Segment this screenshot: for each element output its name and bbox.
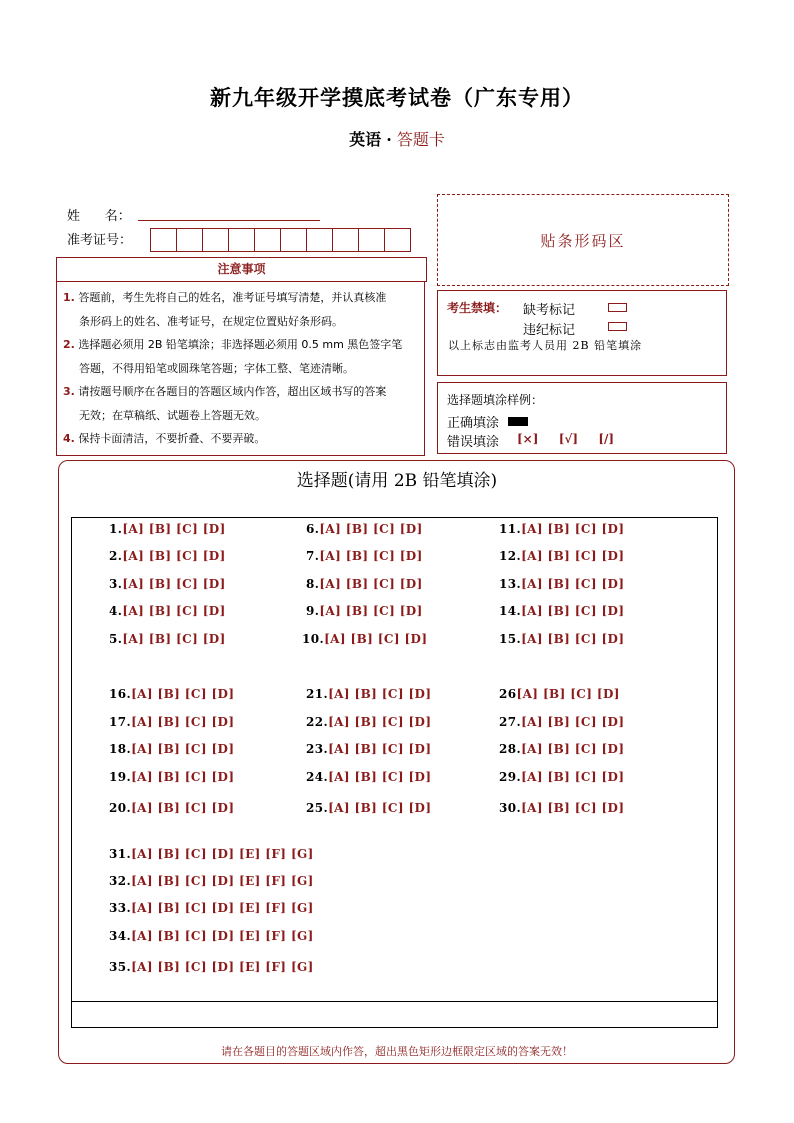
question-item[interactable] xyxy=(306,577,423,591)
wrong-fill-label: 错误填涂 xyxy=(447,435,500,450)
exam-id-digit-box[interactable] xyxy=(332,228,359,252)
exam-id-digit-box[interactable] xyxy=(358,228,385,252)
question-number: 2. xyxy=(109,549,123,563)
question-item[interactable] xyxy=(306,522,423,536)
question-item[interactable] xyxy=(109,742,234,756)
question-item[interactable] xyxy=(109,874,314,888)
exam-id-digit-box[interactable] xyxy=(150,228,177,252)
question-item[interactable] xyxy=(499,632,624,646)
answer-options[interactable]: [A] [B] [C] [D] xyxy=(319,522,423,536)
notice-item-cont: 无效；在草稿纸、试题卷上答题无效。 xyxy=(79,408,266,422)
question-number: 3. xyxy=(109,577,123,591)
answer-options[interactable]: [A] [B] [C] [D] xyxy=(328,770,432,784)
answer-options[interactable]: [A] [B] [C] [D] xyxy=(324,632,428,646)
answer-options[interactable]: [A] [B] [C] [D] xyxy=(521,715,625,729)
exam-id-digit-box[interactable] xyxy=(306,228,333,252)
question-item[interactable] xyxy=(109,522,226,536)
question-item[interactable] xyxy=(499,742,624,756)
question-item[interactable] xyxy=(109,577,226,591)
question-number: 31. xyxy=(109,847,132,861)
answer-options[interactable]: [A] [B] [C] [D] xyxy=(521,632,625,646)
question-item[interactable] xyxy=(109,632,226,646)
answer-options[interactable]: [A] [B] [C] [D] xyxy=(122,522,226,536)
fill-sample-panel xyxy=(437,382,727,454)
question-number: 8. xyxy=(306,577,320,591)
answer-options[interactable]: [A] [B] [C] [D] xyxy=(319,549,423,563)
question-item[interactable] xyxy=(499,687,620,701)
question-number: 19. xyxy=(109,770,132,784)
notice-item: 3. 请按题号顺序在各题目的答题区域内作答，超出区域书写的答案 xyxy=(63,385,387,398)
card-label: 答题卡 xyxy=(396,130,445,149)
missing-mark-box[interactable] xyxy=(608,303,627,312)
answer-options[interactable]: [A] [B] [C] [D] xyxy=(122,549,226,563)
exam-id-digit-box[interactable] xyxy=(176,228,203,252)
question-item[interactable] xyxy=(109,687,234,701)
question-number: 28. xyxy=(499,742,522,756)
question-item[interactable] xyxy=(109,929,314,943)
subject-label: 英语 xyxy=(349,130,382,149)
question-number: 21. xyxy=(306,687,329,701)
question-number: 17. xyxy=(109,715,132,729)
question-item[interactable] xyxy=(306,715,431,729)
question-item[interactable] xyxy=(109,715,234,729)
answer-area-divider xyxy=(71,1001,718,1002)
answer-options[interactable]: [A] [B] [C] [D] xyxy=(328,687,432,701)
answer-options[interactable]: [A] [B] [C] [D] xyxy=(328,801,432,815)
question-item[interactable] xyxy=(306,742,431,756)
question-item[interactable] xyxy=(499,770,624,784)
answer-options[interactable]: [A] [B] [C] [D] xyxy=(122,604,226,618)
correct-fill-sample xyxy=(508,417,528,426)
answer-options[interactable]: [A] [B] [C] [D] xyxy=(521,770,625,784)
answer-options[interactable]: [A] [B] [C] [D] [E] [F] [G] xyxy=(131,960,314,974)
question-number: 22. xyxy=(306,715,329,729)
exam-id-boxes[interactable] xyxy=(150,228,410,251)
violation-mark-label: 违纪标记 xyxy=(523,323,576,338)
question-item[interactable] xyxy=(499,715,624,729)
question-number: 23. xyxy=(306,742,329,756)
answer-options[interactable]: [A] [B] [C] [D] xyxy=(131,715,235,729)
answer-options[interactable]: [A] [B] [C] [D] xyxy=(521,549,625,563)
question-item[interactable] xyxy=(499,549,624,563)
forbidden-label: 考生禁填： xyxy=(447,301,508,315)
name-label: 姓 名： xyxy=(67,209,131,224)
question-number: 4. xyxy=(109,604,123,618)
answer-options[interactable]: [A] [B] [C] [D] [E] [F] [G] xyxy=(131,847,314,861)
question-item[interactable] xyxy=(306,549,423,563)
exam-id-digit-box[interactable] xyxy=(228,228,255,252)
question-number: 20. xyxy=(109,801,132,815)
exam-id-digit-box[interactable] xyxy=(254,228,281,252)
page-title: 新九年级开学摸底考试卷（广东专用） xyxy=(210,85,584,110)
notice-title: 注意事项 xyxy=(56,257,427,282)
question-number: 30. xyxy=(499,801,522,815)
question-item[interactable] xyxy=(499,604,624,618)
question-number: 14. xyxy=(499,604,522,618)
question-number: 29. xyxy=(499,770,522,784)
exam-id-digit-box[interactable] xyxy=(384,228,411,252)
question-number: 15. xyxy=(499,632,522,646)
question-item[interactable] xyxy=(109,960,314,974)
page-subtitle xyxy=(0,127,794,150)
answer-options[interactable]: [A] [B] [C] [D] xyxy=(131,770,235,784)
violation-mark-box[interactable] xyxy=(608,322,627,331)
forbidden-panel xyxy=(437,290,727,376)
question-item[interactable] xyxy=(302,632,427,646)
answer-options[interactable]: [A] [B] [C] [D] xyxy=(131,742,235,756)
name-field[interactable] xyxy=(138,220,320,221)
question-number: 1. xyxy=(109,522,123,536)
answer-options[interactable]: [A] [B] [C] [D] xyxy=(122,577,226,591)
answer-options[interactable]: [A] [B] [C] [D] xyxy=(122,632,226,646)
fill-sample-title: 选择题填涂样例： xyxy=(447,393,544,407)
question-number: 13. xyxy=(499,577,522,591)
question-item[interactable] xyxy=(109,770,234,784)
answer-options[interactable]: [A] [B] [C] [D] xyxy=(521,577,625,591)
question-number: 27. xyxy=(499,715,522,729)
answer-options[interactable]: [A] [B] [C] [D] [E] [F] [G] xyxy=(131,901,314,915)
question-number: 26 xyxy=(499,687,517,701)
question-item[interactable] xyxy=(306,801,431,815)
question-number: 18. xyxy=(109,742,132,756)
question-number: 11. xyxy=(499,522,522,536)
answer-options[interactable]: [A] [B] [C] [D] xyxy=(516,687,620,701)
question-number: 35. xyxy=(109,960,132,974)
question-number: 7. xyxy=(306,549,320,563)
notice-item-cont: 答题，不得用铅笔或圆珠笔答题；字体工整、笔迹清晰。 xyxy=(79,361,354,375)
question-number: 10. xyxy=(302,632,325,646)
question-number: 9. xyxy=(306,604,320,618)
question-number: 25. xyxy=(306,801,329,815)
question-number: 32. xyxy=(109,874,132,888)
question-item[interactable] xyxy=(306,604,423,618)
answer-options[interactable]: [A] [B] [C] [D] xyxy=(328,742,432,756)
notice-item: 2. 选择题必须用 2B 铅笔填涂；非选择题必须用 0.5 mm 黑色签字笔 xyxy=(63,338,403,351)
question-number: 6. xyxy=(306,522,320,536)
question-number: 24. xyxy=(306,770,329,784)
question-item[interactable] xyxy=(109,549,226,563)
answer-options[interactable]: [A] [B] [C] [D] xyxy=(521,742,625,756)
answer-options[interactable]: [A] [B] [C] [D] xyxy=(521,801,625,815)
answer-options[interactable]: [A] [B] [C] [D] xyxy=(319,604,423,618)
exam-id-digit-box[interactable] xyxy=(202,228,229,252)
answer-options[interactable]: [A] [B] [C] [D] xyxy=(521,604,625,618)
answer-options[interactable]: [A] [B] [C] [D] xyxy=(131,687,235,701)
notice-list xyxy=(56,281,425,456)
subtitle-separator: · xyxy=(386,130,392,149)
question-item[interactable] xyxy=(306,687,431,701)
answer-options[interactable]: [A] [B] [C] [D] [E] [F] [G] xyxy=(131,874,314,888)
answer-options[interactable]: [A] [B] [C] [D] xyxy=(131,801,235,815)
question-item[interactable] xyxy=(109,604,226,618)
forbidden-note: 以上标志由监考人员用 2B 铅笔填涂 xyxy=(448,339,643,352)
notice-item: 1. 答题前，考生先将自己的姓名，准考证号填写清楚，并认真核准 xyxy=(63,291,387,304)
question-item[interactable] xyxy=(109,901,314,915)
exam-id-label: 准考证号： xyxy=(67,233,133,248)
answer-options[interactable]: [A] [B] [C] [D] xyxy=(521,522,625,536)
correct-fill-label: 正确填涂 xyxy=(447,416,500,431)
barcode-area: 贴条形码区 xyxy=(437,194,729,286)
question-item[interactable] xyxy=(109,847,314,861)
wrong-fill-samples: [×] [√] [/] xyxy=(517,432,615,446)
question-number: 34. xyxy=(109,929,132,943)
answer-options[interactable]: [A] [B] [C] [D] [E] [F] [G] xyxy=(131,929,314,943)
missing-mark-label: 缺考标记 xyxy=(523,303,576,318)
question-item[interactable] xyxy=(499,577,624,591)
question-number: 16. xyxy=(109,687,132,701)
question-item[interactable] xyxy=(499,801,624,815)
exam-id-digit-box[interactable] xyxy=(280,228,307,252)
notice-item-cont: 条形码上的姓名、准考证号，在规定位置贴好条形码。 xyxy=(79,314,343,328)
question-item[interactable] xyxy=(109,801,234,815)
footer-warning: 请在各题目的答题区域内作答，超出黑色矩形边框限定区域的答案无效！ xyxy=(221,1045,573,1058)
question-number: 33. xyxy=(109,901,132,915)
question-number: 5. xyxy=(109,632,123,646)
question-item[interactable] xyxy=(306,770,431,784)
question-number: 12. xyxy=(499,549,522,563)
answer-options[interactable]: [A] [B] [C] [D] xyxy=(319,577,423,591)
notice-item: 4. 保持卡面清洁，不要折叠、不要弄破。 xyxy=(63,432,266,445)
answer-options[interactable]: [A] [B] [C] [D] xyxy=(328,715,432,729)
question-item[interactable] xyxy=(499,522,624,536)
choice-section-title: 选择题(请用 2B 铅笔填涂) xyxy=(296,471,498,491)
